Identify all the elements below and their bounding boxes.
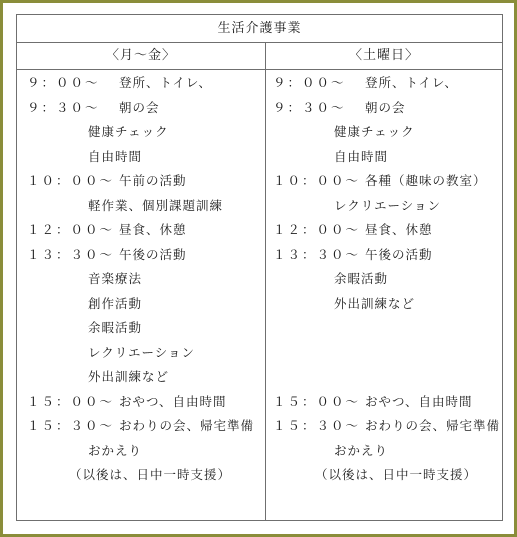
schedule-line — [266, 390, 502, 415]
schedule-time: １５：３０～ — [27, 418, 115, 433]
schedule-time: ９：００～ — [27, 75, 100, 90]
schedule-line — [266, 341, 502, 366]
schedule-note: （以後は、日中一時支援） — [69, 467, 232, 482]
schedule-activity: 朝の会 — [365, 99, 406, 115]
schedule-line — [17, 414, 265, 439]
weekday-column — [17, 42, 266, 520]
schedule-line — [266, 145, 502, 170]
schedule-line — [266, 71, 502, 96]
schedule-time: １２：００～ — [273, 222, 361, 237]
schedule-time: １５：００～ — [27, 393, 115, 409]
schedule-line — [17, 439, 265, 464]
schedule-line — [17, 145, 265, 170]
schedule-line — [17, 243, 265, 268]
schedule-time: １０：００～ — [273, 173, 361, 188]
schedule-time: １５：００～ — [273, 393, 361, 409]
schedule-line — [17, 96, 265, 121]
schedule-activity: 各種（趣味の教室） — [365, 173, 487, 188]
schedule-line — [17, 218, 265, 243]
schedule-time: ９：００～ — [273, 75, 346, 90]
schedule-activity: 自由時間 — [334, 148, 389, 164]
schedule-activity: おわりの会、帰宅準備 — [365, 418, 501, 433]
schedule-line — [266, 120, 502, 145]
schedule-time: １２：００～ — [27, 222, 115, 237]
schedule-line — [17, 341, 265, 366]
schedule-activity: おやつ、自由時間 — [119, 393, 227, 409]
schedule-time: ９：３０～ — [273, 99, 346, 115]
schedule-activity: 自由時間 — [88, 148, 143, 164]
schedule-time: ９：３０～ — [27, 99, 100, 115]
saturday-header: 〈土曜日〉 — [266, 42, 502, 70]
schedule-activity: 創作活動 — [88, 295, 143, 311]
schedule-activity: おかえり — [334, 442, 389, 458]
schedule-line — [266, 316, 502, 341]
schedule-activity: 午前の活動 — [119, 173, 187, 188]
schedule-activity: 健康チェック — [334, 124, 415, 139]
schedule-line — [266, 96, 502, 121]
schedule-activity: 健康チェック — [88, 124, 169, 139]
schedule-activity: 昼食、休憩 — [119, 222, 187, 237]
weekday-header: 〈月～金〉 — [17, 42, 265, 70]
saturday-schedule — [266, 70, 502, 488]
saturday-column — [266, 42, 502, 520]
schedule-line — [266, 439, 502, 464]
schedule-line — [266, 218, 502, 243]
weekday-schedule — [17, 70, 265, 488]
schedule-activity: 午後の活動 — [365, 246, 433, 262]
schedule-line — [17, 169, 265, 194]
schedule-activity: レクリエーション — [88, 344, 196, 360]
schedule-line — [17, 267, 265, 292]
schedule-activity: 軽作業、個別課題訓練 — [88, 197, 224, 213]
schedule-line — [266, 414, 502, 439]
schedule-time: １３：３０～ — [27, 246, 115, 262]
schedule-line — [266, 365, 502, 390]
table-title: 生活介護事業 — [17, 15, 502, 43]
schedule-activity: 余暇活動 — [334, 271, 389, 286]
schedule-line — [17, 390, 265, 415]
schedule-line — [266, 267, 502, 292]
schedule-activity: おやつ、自由時間 — [365, 393, 473, 409]
schedule-line — [17, 194, 265, 219]
schedule-line — [266, 169, 502, 194]
schedule-activity: 余暇活動 — [88, 320, 143, 335]
schedule-line — [266, 194, 502, 219]
schedule-activity: 朝の会 — [119, 99, 160, 115]
schedule-activity: レクリエーション — [334, 197, 442, 213]
schedule-activity: 登所、トイレ、 — [119, 75, 212, 90]
schedule-line — [17, 292, 265, 317]
schedule-activity: 外出訓練など — [88, 369, 170, 384]
schedule-line — [17, 71, 265, 96]
schedule-time: １３：３０～ — [273, 246, 361, 262]
schedule-activity: 午後の活動 — [119, 246, 187, 262]
schedule-note: （以後は、日中一時支援） — [315, 467, 478, 482]
schedule-activity: おわりの会、帰宅準備 — [119, 418, 255, 433]
schedule-line — [17, 316, 265, 341]
schedule-line — [17, 365, 265, 390]
schedule-activity: 音楽療法 — [88, 271, 143, 286]
schedule-line — [266, 292, 502, 317]
schedule-line — [17, 120, 265, 145]
schedule-time: １０：００～ — [27, 173, 115, 188]
schedule-table — [16, 14, 503, 521]
schedule-activity: 外出訓練など — [334, 295, 416, 311]
schedule-line — [266, 243, 502, 268]
schedule-time: １５：３０～ — [273, 418, 361, 433]
schedule-activity: 登所、トイレ、 — [365, 75, 458, 90]
schedule-activity: おかえり — [88, 442, 143, 458]
schedule-activity: 昼食、休憩 — [365, 222, 433, 237]
